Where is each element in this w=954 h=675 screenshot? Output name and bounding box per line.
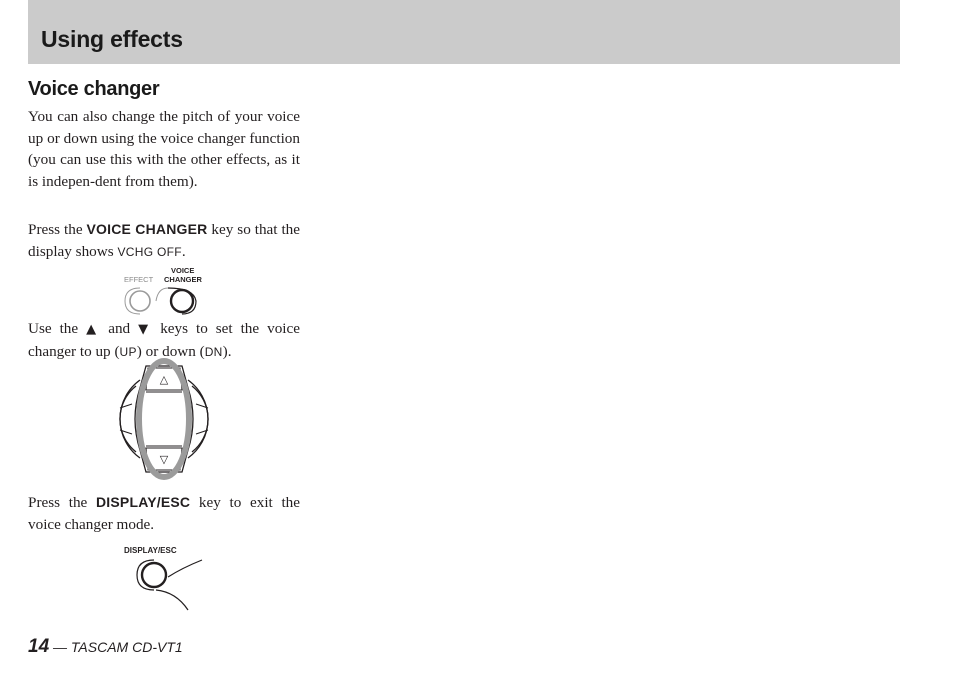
step2-text-mid2: ) or down ( [136,342,205,360]
display-esc-button-icon [142,563,166,587]
step1-text-pre: Press the [28,221,87,238]
voice-key-label-line1: VOICE [171,266,195,275]
step3-paragraph [28,492,300,535]
page-number: 14 [28,636,50,657]
lcd-text-vchg-off: VCHG OFF [117,244,182,259]
step1-text-post: . [181,242,186,260]
display-esc-key-figure [118,540,212,612]
header-bar [28,0,900,64]
up-triangle-icon: △ [159,373,169,386]
step2-text-mid: keys to set the voice changer to up ( [28,320,300,360]
voice-changer-key-button-icon [171,290,193,312]
section-title: Voice changer [28,78,160,100]
step1-text-mid: key so that the display shows [28,221,300,260]
step2-text-pre: Use the [28,320,87,337]
display-esc-key-name: DISPLAY/ESC [95,494,191,510]
step2-text-post: ). [222,342,232,360]
page-footer [28,636,183,658]
down-triangle-icon: ▽ [159,453,169,466]
step1-paragraph [28,219,300,263]
lcd-text-dn: DN [204,344,223,359]
intro-paragraph: You can also change the pitch of your voice up or down using the voice changer function (you can use this with the other effects, as it is indepen-dent from them). [28,108,300,190]
footer-product-name: — TASCAM CD-VT1 [49,639,183,655]
up-arrow-icon: ▲ [86,322,101,337]
effect-voice-changer-keys-figure [116,264,220,320]
voice-changer-key-name: VOICE CHANGER [86,221,208,237]
effect-key-button-icon [130,291,150,311]
voice-key-label-line2: CHANGER [164,275,202,284]
step2-text-and: and [100,320,139,337]
page-title: Using effects [41,26,183,52]
step2-paragraph [28,318,300,363]
up-down-keys-figure [110,358,218,480]
lcd-text-up: UP [119,344,137,359]
step3-text-pre: Press the [28,494,96,511]
down-arrow-icon: ▼ [138,322,153,337]
display-esc-key-label: DISPLAY/ESC [124,546,177,555]
step3-text-post: key to exit the voice changer mode. [28,494,300,533]
effect-key-label: EFFECT [124,275,154,284]
